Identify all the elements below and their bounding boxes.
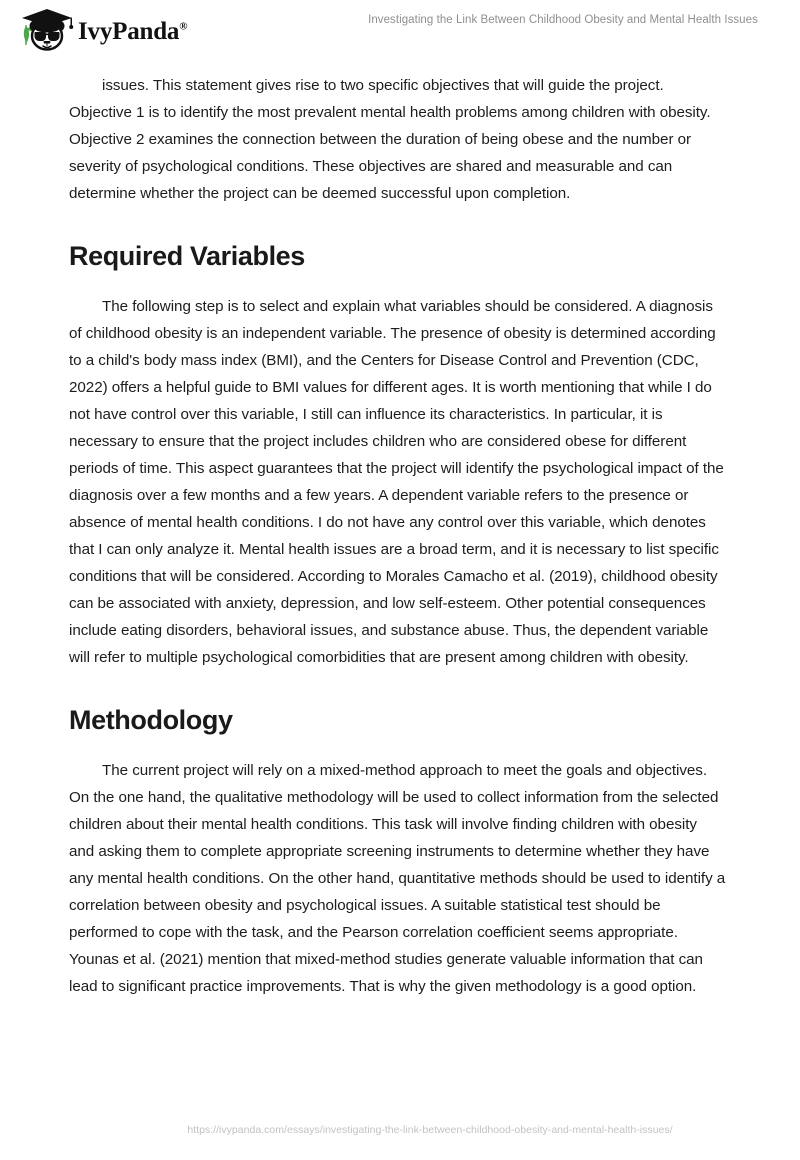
paragraph: The following step is to select and explain what variables should be considered. A diagnosis of childhood obesity is an independent variable. The presence of obesity is determined according to a child's body mass index (BMI), and the Centers for Disease Control and Prevention (CDC, 2022) offers a helpful guide to BMI values for different ages. It is worth mentioning that while I do not have control over this variable, I still can influence its characteristics. In particular, it is necessary to ensure that the project includes children who are considered obese for different periods of time. This aspect guarantees that the project will identify the psychological impact of the diagnosis over a few months and a few years. A dependent variable refers to the presence or absence of mental health conditions. I do not have any control over this variable, which denotes that I can only analyze it. Mental health issues are a broad term, and it is necessary to list specific conditions that will be considered. According to Morales Camacho et al. (2019), childhood obesity can be associated with anxiety, depression, and low self-esteem. Other potential consequences include eating disorders, behavioral issues, and substance abuse. Thus, the dependent variable will refer to multiple psychological comorbidities that are present among children with obesity. [69,298,724,666]
panda-graduate-logo-icon [22,8,74,54]
brand-logo[interactable] [22,8,187,54]
page-header [0,0,800,62]
source-url[interactable]: https://ivypanda.com/essays/investigating-the-link-between-childhood-obesity-and-mental-health-issues/ [187,1124,673,1136]
spacer [69,207,726,240]
spacer [69,272,726,293]
running-title: Investigating the Link Between Childhood Obesity and Mental Health Issues [368,14,758,26]
document-body [69,72,726,1000]
paragraph: issues. This statement gives rise to two specific objectives that will guide the project. Objective 1 is to identify the most prevalent mental health problems among children with obesity. Objective 2 examines the connection between the duration of being obese and the number or severity of psychological conditions. These objectives are shared and measurable and can determine whether the project can be deemed successful upon completion. [69,77,711,202]
spacer [69,671,726,704]
brand-name-text: IvyPanda [78,17,180,45]
section-heading-required-variables: Required Variables [69,241,305,271]
paragraph: The current project will rely on a mixed-method approach to meet the goals and objectives. On the one hand, the qualitative methodology will be used to collect information from the selected children about their mental health conditions. This task will involve finding children with obesity and asking them to complete appropriate screening instruments to determine whether they have any mental health conditions. On the other hand, quantitative methods should be used to identify a correlation between obesity and psychological issues. A suitable statistical test should be performed to cope with the task, and the Pearson correlation coefficient seems appropriate. Younas et al. (2021) mention that mixed-method studies generate valuable information that can lead to significant practice improvements. That is why the given methodology is a good option. [69,762,726,995]
registered-mark: ® [179,20,188,33]
page-footer [0,1120,800,1138]
section-heading-methodology: Methodology [69,705,233,735]
spacer [69,736,726,757]
brand-wordmark [78,19,187,44]
